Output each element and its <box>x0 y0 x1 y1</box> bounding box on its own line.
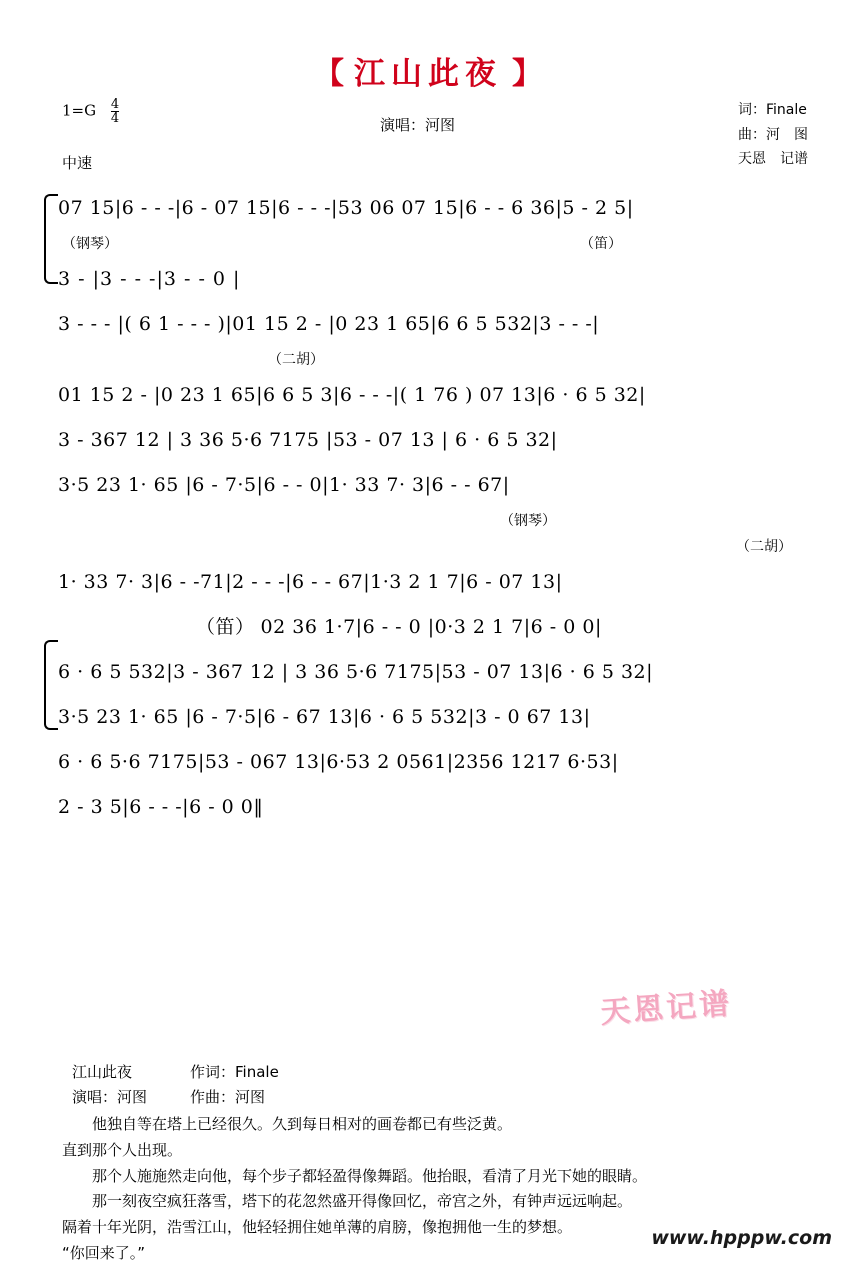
score-line: 3 - |3 - - -|3 - - 0 | <box>58 268 241 290</box>
score-line: 1· 33 7· 3|6 - -71|2 - - -|6 - - 67|1·3 2 1 7|6 - 07 13| <box>58 571 563 593</box>
score-line <box>0 605 856 650</box>
credit-composer: 曲：河 图 <box>738 126 808 143</box>
lyrics-line: “你回来了。” <box>62 1243 146 1262</box>
lyrics-line: 他独自等在塔上已经很久。久到每日相对的画卷都已有些泛黄。 <box>92 1115 513 1133</box>
score-line: 3 - - - |( 6 1 - - - )|01 15 2 - |0 23 1 65|6 6 5 532|3 - - -| <box>58 313 600 335</box>
key-value: G <box>84 101 97 120</box>
title-text: 江山此夜 <box>354 56 502 92</box>
score-line: 3 - 367 12 | 3 36 5·6 7175 |53 - 07 13 | 6 · 6 5 32| <box>58 429 558 451</box>
annotation-erhu: （二胡） <box>268 352 324 368</box>
time-signature-denominator: 4 <box>110 111 120 126</box>
annotation-flute-2: （笛） <box>196 616 255 638</box>
meta-row <box>72 1060 279 1085</box>
credits-block <box>738 98 808 172</box>
song-meta <box>72 1060 279 1110</box>
tempo-marking: 中速 <box>62 154 93 172</box>
score-line: 6 · 6 5·6 7175|53 - 067 13|6·53 2 0561|2356 1217 6·53| <box>58 751 619 773</box>
instrument-annotations-row-1 <box>0 231 856 257</box>
instrument-annotations-row-3 <box>0 508 856 534</box>
meta-singer: 演唱：河图 <box>72 1087 148 1106</box>
lyrics-line: 直到那个人出现。 <box>62 1140 183 1159</box>
key-label: 1= <box>62 101 85 120</box>
credit-lyricist: 词：Finale <box>738 102 807 118</box>
page-title <box>0 48 856 93</box>
score-line: 01 15 2 - |0 23 1 65|6 6 5 3|6 - - -|( 1 76 ) 07 13|6 · 6 5 32| <box>58 384 646 406</box>
instrument-annotations-row-4 <box>0 534 856 560</box>
score-line: 3·5 23 1· 65 |6 - 7·5|6 - - 0|1· 33 7· 3|6 - - 67| <box>58 474 510 496</box>
score-line-text: 02 36 1·7|6 - - 0 |0·3 2 1 7|6 - 0 0| <box>260 616 602 638</box>
credit-transcriber: 天恩 记谱 <box>738 151 808 167</box>
lyrics-line: 那一刻夜空疯狂落雪，塔下的花忽然盛开得像回忆，帝宫之外，有钟声远远响起。 <box>92 1192 633 1211</box>
lyrics-line: 隔着十年光阴，浩雪江山，他轻轻拥住她单薄的肩膀，像抱拥他一生的梦想。 <box>62 1218 573 1237</box>
instrument-annotations-row-2 <box>0 347 856 373</box>
time-signature-numerator: 4 <box>110 97 120 112</box>
site-url: www.hpppw.com <box>651 1227 832 1249</box>
title-bracket-right: 】 <box>512 56 542 92</box>
watermark: 天恩记谱 <box>599 986 734 1031</box>
lyrics-line: 那个人施施然走向他，每个步子都轻盈得像舞蹈。他抬眼，看清了月光下她的眼睛。 <box>92 1166 648 1185</box>
annotation-piano: （钢琴） <box>62 236 118 252</box>
time-signature <box>111 98 119 125</box>
performer-credit: 演唱：河图 <box>380 116 456 134</box>
title-bracket-left: 【 <box>314 56 344 92</box>
score-body <box>0 186 856 830</box>
meta-composer: 作曲：河图 <box>190 1087 266 1106</box>
score-line: 2 - 3 5|6 - - -|6 - 0 0‖ <box>58 796 264 818</box>
score-line: 07 15|6 - - -|6 - 07 15|6 - - -|53 06 07 15|6 - - 6 36|5 - 2 5| <box>58 197 634 219</box>
score-line: 6 · 6 5 532|3 - 367 12 | 3 36 5·6 7175|53 - 07 13|6 · 6 5 32| <box>58 661 654 683</box>
annotation-erhu-2: （二胡） <box>736 539 792 555</box>
annotation-piano-2: （钢琴） <box>500 513 556 529</box>
annotation-flute: （笛） <box>580 236 622 252</box>
meta-song-title: 江山此夜 <box>72 1063 133 1081</box>
meta-row <box>72 1085 279 1110</box>
meta-lyricist: 作词：Finale <box>190 1063 279 1081</box>
score-line: 3·5 23 1· 65 |6 - 7·5|6 - 67 13|6 · 6 5 532|3 - 0 67 13| <box>58 706 591 728</box>
key-signature <box>62 98 119 125</box>
